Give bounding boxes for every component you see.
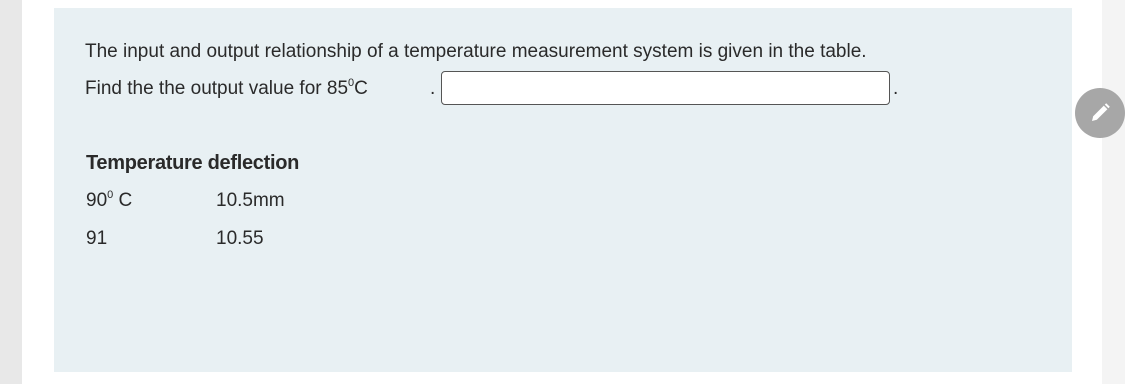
prompt-separator: . [430,78,436,99]
table-cell-temperature: 91 [86,228,108,249]
temperature-value: 90 [86,190,108,211]
unit-label: C [354,78,368,99]
table-header: Temperature deflection [86,152,300,174]
degree-superscript: 0 [348,77,355,89]
table-cell-temperature [86,190,132,212]
degree-superscript: 0 [107,189,114,201]
pencil-icon [1088,101,1112,125]
right-margin [1102,0,1125,384]
edit-button[interactable] [1075,88,1125,138]
prompt-end-period: . [893,78,899,99]
left-margin [0,0,22,384]
table-cell-deflection: 10.5mm [216,190,285,211]
question-text-line-1: The input and output relationship of a temperature measurement system is given in the table. [85,41,867,62]
answer-input[interactable] [441,71,890,105]
question-text-line-2 [85,78,368,100]
table-cell-deflection: 10.55 [216,228,264,249]
question-prompt: Find the the output value for 85 [85,78,349,99]
temperature-unit: C [113,190,133,211]
